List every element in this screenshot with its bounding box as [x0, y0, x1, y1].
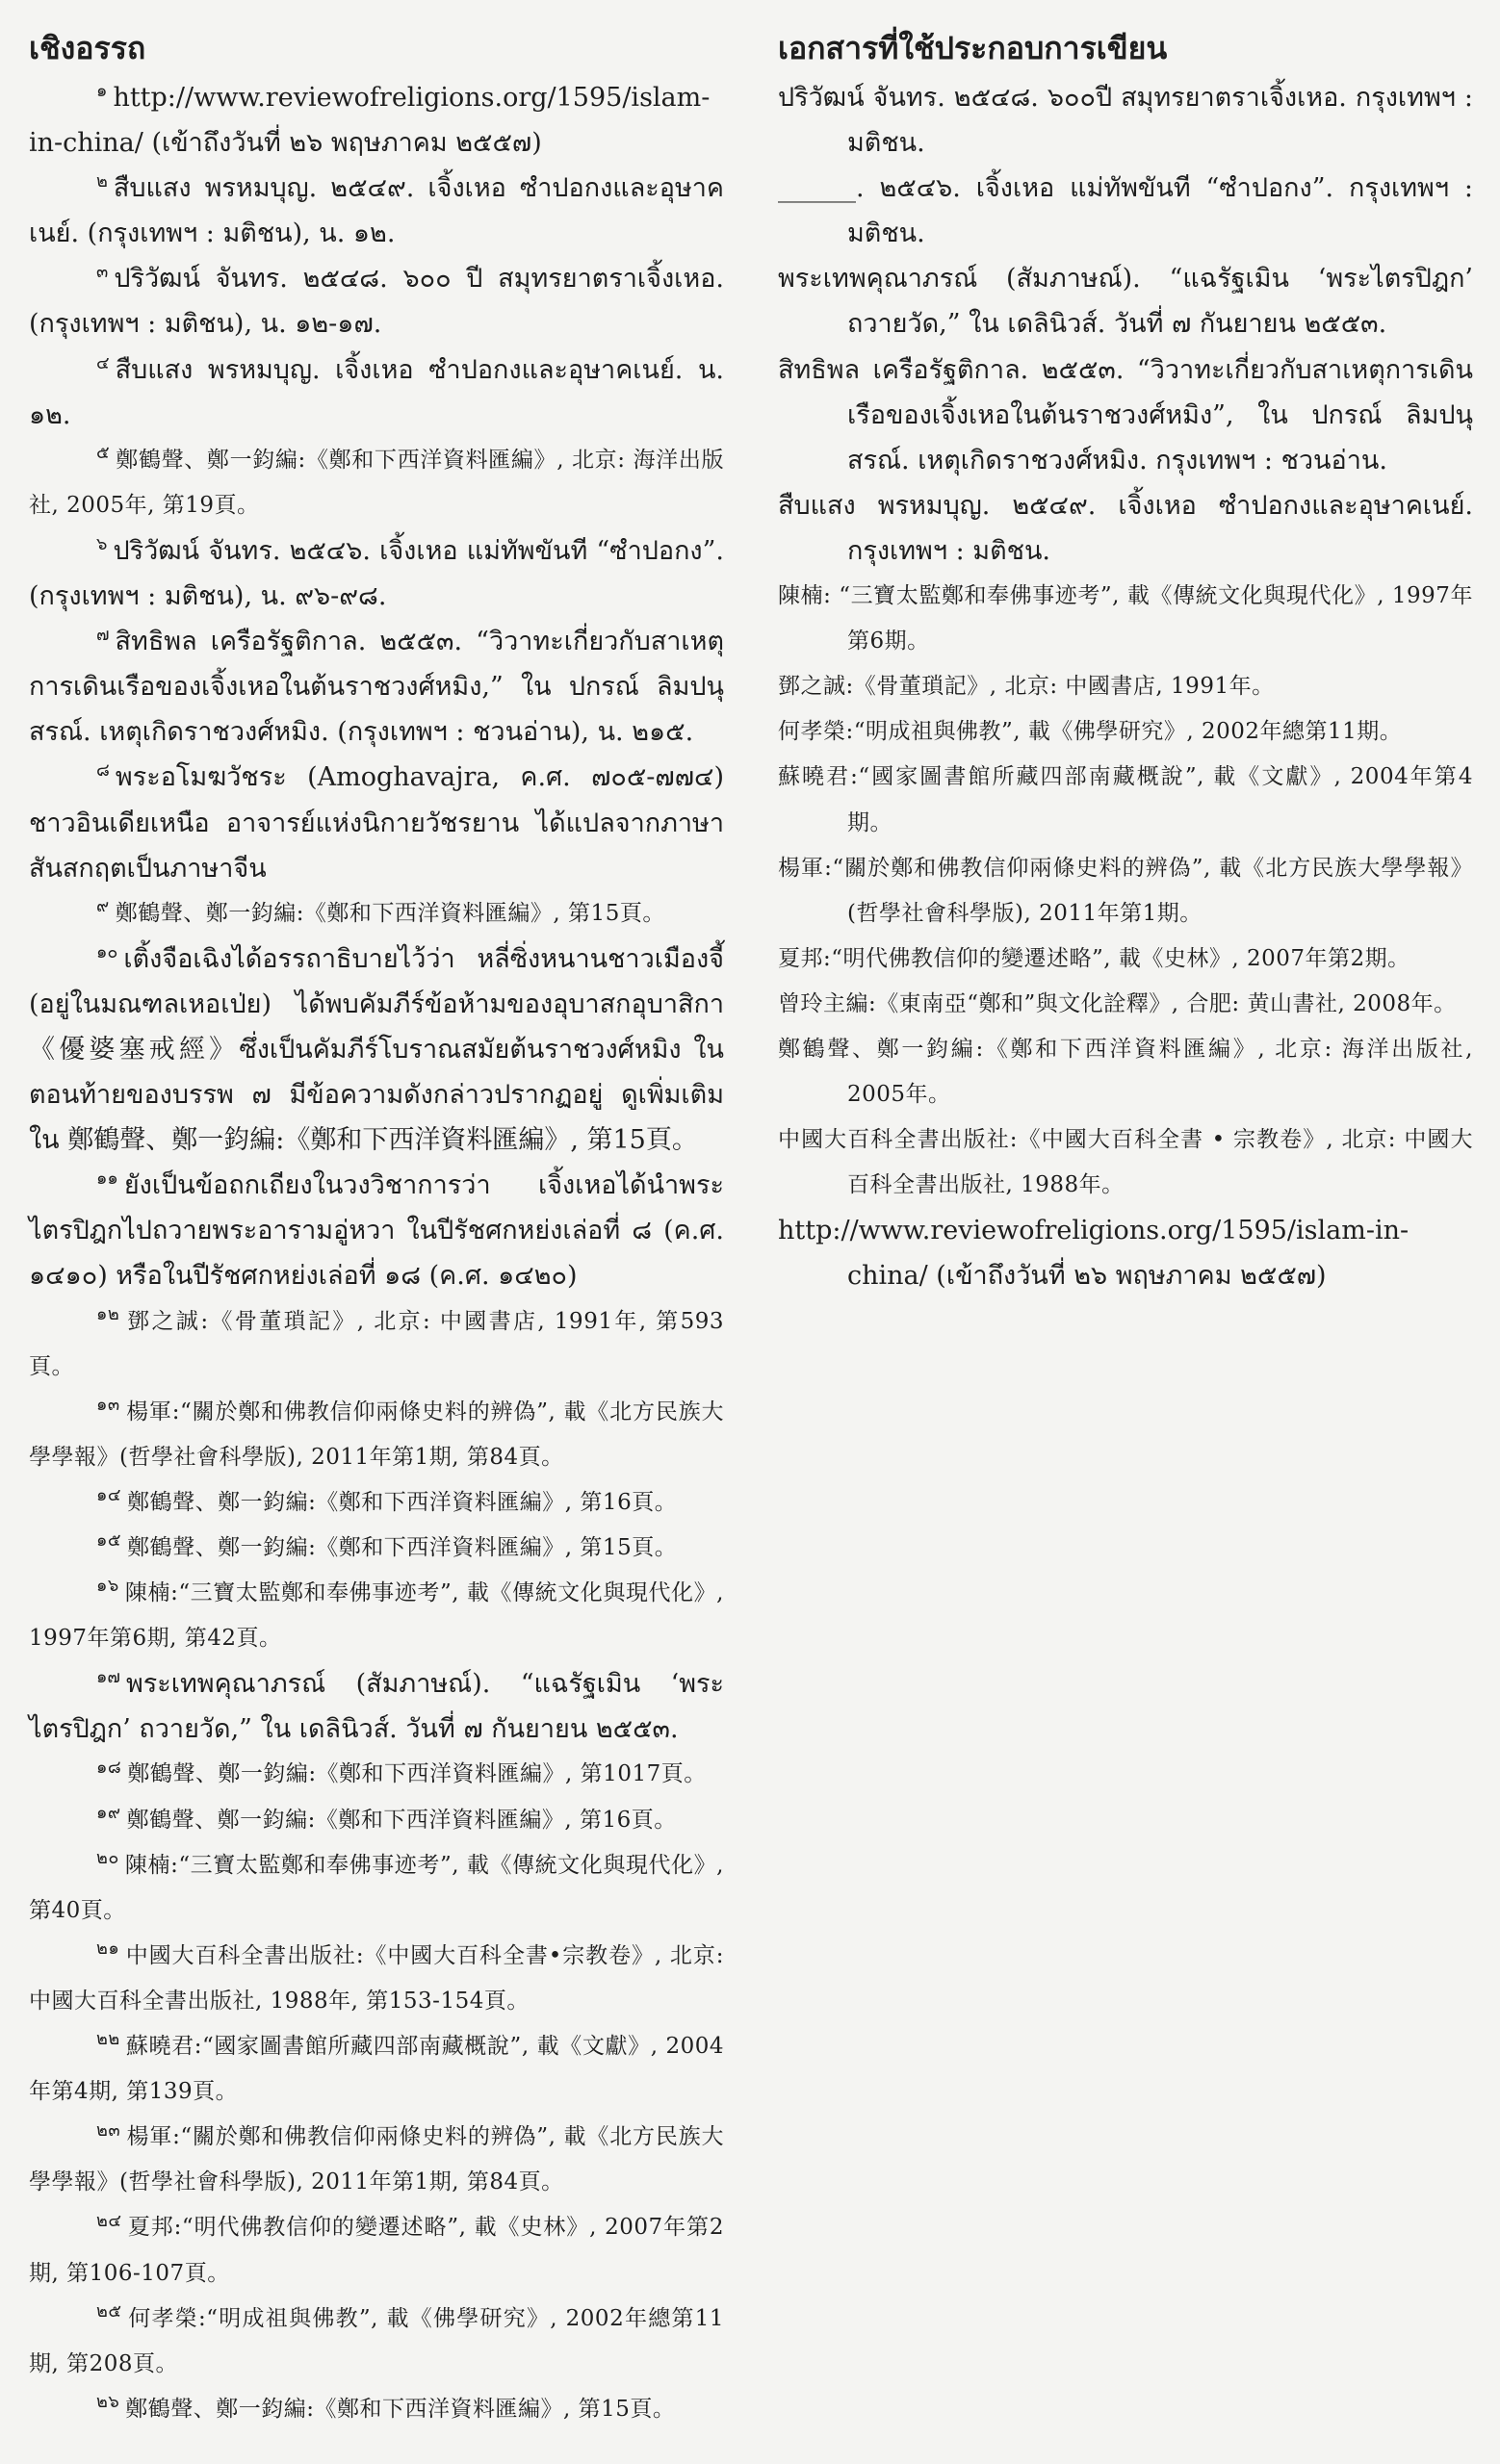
reference-entry: พระเทพคุณาภรณ์ (สัมภาษณ์). “แฉรัฐเมิน ‘พระไตรปิฎก’ ถวายวัด,” ใน เดลินิวส์. วันที่ ๗ กันยายน ๒๕๕๓.: [778, 264, 1473, 340]
footnote-number: ๒๕: [96, 2300, 122, 2322]
footnote-number: ๑๔: [96, 1485, 122, 1506]
footnote-text: พระเทพคุณาภรณ์ (สัมภาษณ์). “แฉรัฐเมิน ‘พระไตรปิฎก’ ถวายวัด,” ใน เดลินิวส์. วันที่ ๗ กันยายน ๒๕๕๓.: [29, 1669, 724, 1745]
reference-entry: ปริวัฒน์ จันทร. ๒๕๔๘. ๖๐๐ปี สมุทรยาตราเจิ้งเหอ. กรุงเทพฯ : มติชน.: [778, 83, 1473, 159]
footnote-text: ปริวัฒน์ จันทร. ๒๕๔๘. ๖๐๐ ปี สมุทรยาตราเจิ้งเหอ. (กรุงเทพฯ : มติชน), น. ๑๒-๑๗.: [29, 264, 724, 340]
reference-entry: 中國大百科全書出版社:《中國大百科全書 • 宗教卷》, 北京: 中國大百科全書出版社, 1988年。: [778, 1127, 1473, 1198]
footnote-number: ๑๗: [96, 1667, 120, 1688]
footnote-text: 鄭鶴聲、鄭一鈞編:《鄭和下西洋資料匯編》, 第15頁。: [115, 900, 665, 926]
footnote-number: ๒๒: [96, 2029, 120, 2050]
footnote-item: [29, 1661, 724, 1752]
footnote-text: 夏邦:“明代佛教信仰的變遷述略”, 載《史林》, 2007年第2期, 第106-107頁。: [29, 2215, 724, 2286]
footnote-item: [29, 1163, 724, 1298]
footnote-item: [29, 1526, 724, 1571]
footnote-number: ๑๙: [96, 1802, 121, 1823]
footnote-text: ปริวัฒน์ จันทร. ๒๕๔๖. เจิ้งเหอ แม่ทัพขันที “ซำปอกง”. (กรุงเทพฯ : มติชน), น. ๙๖-๙๘.: [29, 535, 724, 612]
footnote-text: 鄧之誠:《骨董瑣記》, 北京: 中國書店, 1991年, 第593頁。: [29, 1308, 724, 1379]
reference-entry: 夏邦:“明代佛教信仰的變遷述略”, 載《史林》, 2007年第2期。: [778, 945, 1410, 971]
footnote-number: ๔: [96, 352, 110, 373]
footnote-text: 鄭鶴聲、鄭一鈞編:《鄭和下西洋資料匯編》, 第16頁。: [126, 1807, 677, 1833]
footnote-number: ๒๑: [96, 1938, 120, 1960]
reference-entry: สืบแสง พรหมบุญ. ๒๕๔๙. เจิ้งเหอ ซำปอกงและอุษาคเนย์. กรุงเทพฯ : มติชน.: [778, 490, 1473, 566]
footnote-text: สืบแสง พรหมบุญ. ๒๕๔๙. เจิ้งเหอ ซำปอกงและอุษาคเนย์. (กรุงเทพฯ : มติชน), น. ๑๒.: [29, 173, 724, 249]
footnote-item: [29, 891, 724, 937]
footnote-number: ๑๐: [96, 941, 118, 962]
reference-entry: 鄭鶴聲、鄭一鈞編:《鄭和下西洋資料匯編》, 北京: 海洋出版社, 2005年。: [778, 1036, 1473, 1108]
reference-entry: ______. ๒๕๔๖. เจิ้งเหอ แม่ทัพขันที “ซำปอกง”. กรุงเทพฯ : มติชน.: [778, 173, 1473, 249]
footnote-text: 何孝榮:“明成祖與佛教”, 載《佛學研究》, 2002年總第11期, 第208頁。: [29, 2305, 724, 2376]
footnote-text: 蘇曉君:“國家圖書館所藏四部南藏概說”, 載《文獻》, 2004年第4期, 第139頁。: [29, 2034, 724, 2105]
footnote-text: 鄭鶴聲、鄭一鈞編:《鄭和下西洋資料匯編》, 第15頁。: [125, 2396, 676, 2422]
footnote-item: [29, 166, 724, 256]
footnote-number: ๖: [96, 533, 108, 554]
footnote-number: ๓: [96, 262, 109, 283]
references-column: [778, 0, 1473, 1299]
footnotes-column: [29, 0, 724, 2432]
footnote-item: [29, 619, 724, 755]
footnote-text: 陳楠:“三寶太監鄭和奉佛事迹考”, 載《傳統文化與現代化》, 1997年第6期, 第42頁。: [29, 1580, 724, 1652]
footnote-text: ยังเป็นข้อถกเถียงในวงวิชาการว่า เจิ้งเหอได้นำพระไตรปิฎกไปถวายพระอารามอู่หวา ในปีรัชศกหย่งเล่อที่ ๘ (ค.ศ. ๑๔๑๐) หรือในปีรัชศกหย่งเล่อที่ ๑๘ (ค.ศ. ๑๔๒๐): [29, 1170, 724, 1292]
footnote-text: 鄭鶴聲、鄭一鈞編:《鄭和下西洋資料匯編》, 北京: 海洋出版社, 2005年, 第19頁。: [29, 447, 724, 518]
reference-entry: 何孝榮:“明成祖與佛教”, 載《佛學研究》, 2002年總第11期。: [778, 719, 1403, 745]
footnote-item: [29, 1798, 724, 1843]
footnote-item: [29, 347, 724, 438]
footnote-text: 鄭鶴聲、鄭一鈞編:《鄭和下西洋資料匯編》, 第15頁。: [127, 1535, 678, 1560]
footnote-text: 楊軍:“關於鄭和佛教信仰兩條史料的辨偽”, 載《北方民族大學學報》(哲學社會科學版), 2011年第1期, 第84頁。: [29, 2124, 724, 2195]
footnote-number: ๗: [96, 625, 110, 646]
footnote-item: [29, 75, 724, 166]
footnote-text: http://www.reviewofreligions.org/1595/islam-in-china/ (เข้าถึงวันที่ ๒๖ พฤษภาคม ๒๕๕๗): [29, 83, 711, 159]
footnote-number: ๒๔: [96, 2210, 122, 2231]
references-list: [778, 75, 1473, 1299]
footnote-text: 陳楠:“三寶太監鄭和奉佛事迹考”, 載《傳統文化與現代化》, 第40頁。: [29, 1852, 724, 1923]
footnote-number: ๒๐: [96, 1848, 119, 1868]
reference-entry: 蘇曉君:“國家圖書館所藏四部南藏概說”, 載《文獻》, 2004年第4期。: [778, 764, 1473, 835]
footnote-text: 楊軍:“關於鄭和佛教信仰兩條史料的辨偽”, 載《北方民族大學學報》(哲學社會科學版), 2011年第1期, 第84頁。: [29, 1399, 724, 1470]
footnote-number: ๒๓: [96, 2119, 121, 2141]
references-heading: เอกสารที่ใช้ประกอบการเขียน: [778, 30, 1168, 66]
footnote-text: 中國大百科全書出版社:《中國大百科全書•宗教卷》, 北京: 中國大百科全書出版社, 1988年, 第153-154頁。: [29, 1942, 724, 2014]
footnote-item: [29, 937, 724, 1163]
footnote-text: พระอโมฆวัชระ (Amoghavajra, ค.ศ. ๗๐๕-๗๗๔) ชาวอินเดียเหนือ อาจารย์แห่งนิกายวัชรยาน ได้แปลจากภาษาสันสกฤตเป็นภาษาจีน: [29, 762, 724, 884]
footnote-item: [29, 1934, 724, 2024]
footnotes-list: [29, 75, 724, 2432]
footnote-item: [29, 256, 724, 346]
footnote-item: [29, 1843, 724, 1934]
footnote-number: ๘: [96, 760, 110, 782]
reference-entry: 鄧之誠:《骨董瑣記》, 北京: 中國書店, 1991年。: [778, 674, 1275, 700]
footnote-text: 鄭鶴聲、鄭一鈞編:《鄭和下西洋資料匯編》, 第1017頁。: [127, 1761, 707, 1787]
footnote-number: ๑๖: [96, 1576, 119, 1597]
footnote-item: [29, 1480, 724, 1526]
footnote-item: [29, 528, 724, 619]
footnote-number: ๑๘: [96, 1757, 122, 1778]
footnote-number: ๑๑: [96, 1168, 118, 1190]
footnote-item: [29, 438, 724, 528]
footnote-number: ๙: [96, 896, 110, 917]
footnote-text: สิทธิพล เครือรัฐติกาล. ๒๕๕๓. “วิวาทะเกี่ยวกับสาเหตุการเดินเรือของเจิ้งเหอในต้นราชวงศ์หมิง,” ใน ปกรณ์ ลิมปนุสรณ์. เหตุเกิดราชวงศ์หมิง. (กรุงเทพฯ : ชวนอ่าน), น. ๒๑๕.: [29, 627, 724, 748]
footnote-item: [29, 755, 724, 890]
reference-entry: สิทธิพล เครือรัฐติกาล. ๒๕๕๓. “วิวาทะเกี่ยวกับสาเหตุการเดินเรือของเจิ้งเหอในต้นราชวงศ์หมิง”, ใน ปกรณ์ ลิมปนุสรณ์. เหตุเกิดราชวงศ์หมิง. กรุงเทพฯ : ชวนอ่าน.: [778, 354, 1473, 475]
footnote-text: เติ้งจือเฉิงได้อรรถาธิบายไว้ว่า หลี่ซิ่งหนานชาวเมืองจี้ (อยู่ในมณฑลเหอเป่ย) ได้พบคัมภีร์ข้อห้ามของอุบาสกอุบาสิกา《優婆塞戒經》ซึ่งเป็นคัมภีร์โบราณสมัยต้นราชวงศ์หมิง ในตอนท้ายของบรรพ ๗ มีข้อความดังกล่าวปรากฏอยู่ ดูเพิ่มเติมใน 鄭鶴聲、鄭一鈞編:《鄭和下西洋資料匯編》, 第15頁。: [29, 943, 724, 1156]
footnote-text: สืบแสง พรหมบุญ. เจิ้งเหอ ซำปอกงและอุษาคเนย์. น. ๑๒.: [29, 354, 724, 430]
footnote-number: ๒: [96, 171, 108, 192]
footnote-item: [29, 1299, 724, 1390]
footnote-item: [29, 2387, 724, 2432]
footnote-item: [29, 2205, 724, 2296]
footnote-text: 鄭鶴聲、鄭一鈞編:《鄭和下西洋資料匯編》, 第16頁。: [127, 1489, 678, 1515]
footnote-number: ๑๓: [96, 1395, 120, 1416]
footnote-item: [29, 1752, 724, 1797]
reference-entry: http://www.reviewofreligions.org/1595/islam-in-china/ (เข้าถึงวันที่ ๒๖ พฤษภาคม ๒๕๕๗): [778, 1216, 1409, 1292]
footnote-number: ๑๕: [96, 1530, 122, 1552]
footnote-number: ๑: [96, 81, 108, 101]
reference-entry: 楊軍:“關於鄭和佛教信仰兩條史料的辨偽”, 載《北方民族大學學報》(哲學社會科學版), 2011年第1期。: [778, 855, 1473, 926]
footnotes-heading: เชิงอรรถ: [29, 30, 146, 66]
reference-entry: 曾玲主編:《東南亞“鄭和”與文化詮釋》, 合肥: 黄山書社, 2008年。: [778, 990, 1457, 1016]
footnote-number: ๕: [96, 443, 111, 464]
footnote-item: [29, 1390, 724, 1480]
footnote-item: [29, 2297, 724, 2387]
footnote-number: ๒๖: [96, 2392, 120, 2413]
reference-entry: 陳楠: “三寶太監鄭和奉佛事迹考”, 載《傳統文化與現代化》, 1997年第6期。: [778, 583, 1473, 654]
footnote-item: [29, 2115, 724, 2205]
footnote-item: [29, 2024, 724, 2115]
footnote-item: [29, 1571, 724, 1661]
footnote-number: ๑๒: [96, 1303, 120, 1324]
